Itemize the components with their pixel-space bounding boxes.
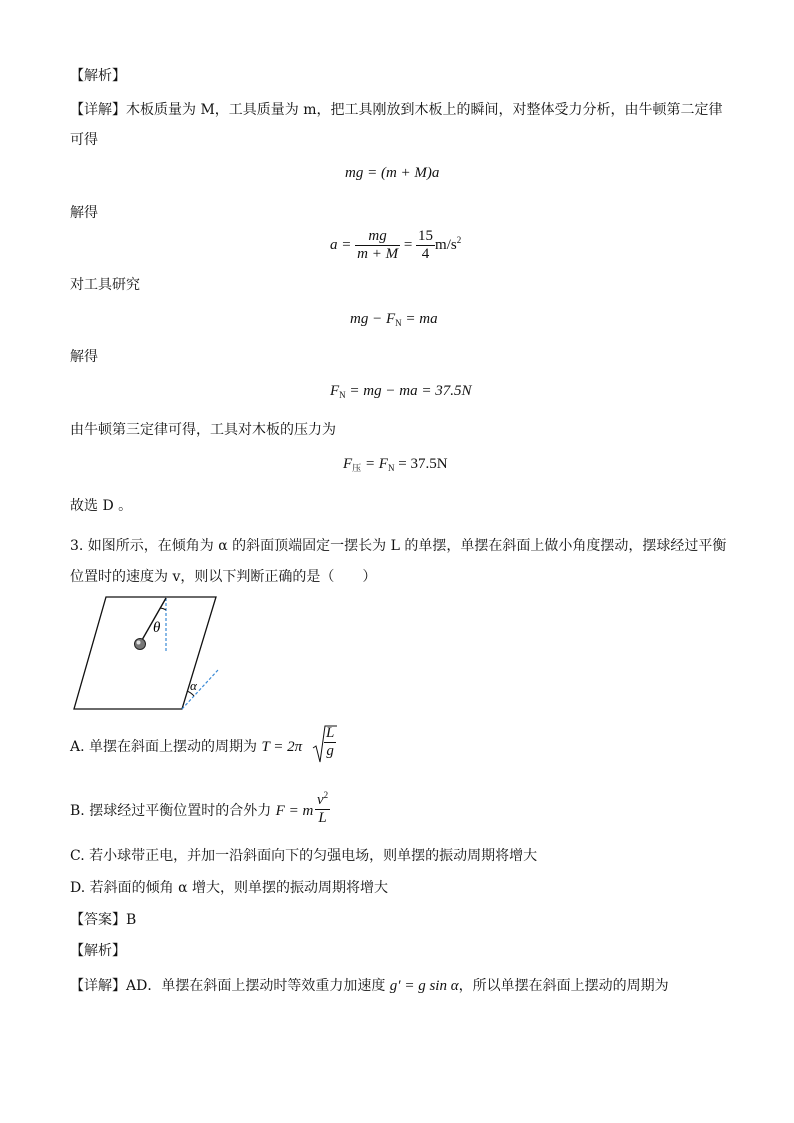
- detail-line-2: 可得: [70, 132, 98, 148]
- incline-pendulum-figure: [70, 594, 230, 714]
- choose-d-line: 故选 D 。: [70, 498, 133, 514]
- solve-label-1: 解得: [70, 205, 98, 221]
- alpha-label: α: [190, 678, 197, 693]
- ball-highlight: [137, 641, 141, 645]
- analysis-heading: 【解析】: [70, 68, 126, 84]
- solve-label-2: 解得: [70, 349, 98, 365]
- tool-study-label: 对工具研究: [70, 277, 140, 293]
- question-3-line-2: 位置时的速度为 v，则以下判断正确的是（ ）: [70, 569, 377, 585]
- equation-newton-second: mg = (m + M)a: [345, 165, 440, 181]
- detail-ad-line: 【详解】AD．单摆在斜面上摆动时等效重力加速度 g′ = g sin α，所以单摆在斜面上摆动的周期为: [70, 978, 669, 994]
- equation-acceleration: a = $\frac{mg}{m + M}$ = $\frac{15}{4}$ $m/s^2$: [330, 228, 462, 262]
- answer-line: 【答案】B: [70, 912, 137, 928]
- option-c: C. 若小球带正电，并加一沿斜面向下的匀强电场，则单摆的振动周期将增大: [70, 848, 538, 864]
- option-d: D. 若斜面的倾角 α 增大，则单摆的振动周期将增大: [70, 880, 388, 896]
- equation-normal-force: $F_N$ = mg − ma = 37.5N: [330, 383, 472, 400]
- analysis-heading-2: 【解析】: [70, 943, 126, 959]
- equation-tool-force: mg − $F_N$ = ma: [350, 311, 438, 328]
- theta-arc: [160, 608, 166, 610]
- newton-third-line: 由牛顿第三定律可得，工具对木板的压力为: [70, 422, 336, 438]
- question-3-line-1: 3. 如图所示，在倾角为 α 的斜面顶端固定一摆长为 L 的单摆，单摆在斜面上做小角度摆动，摆球经过平衡: [70, 538, 727, 554]
- equation-pressure: $F_压 = F_N = 37.5N$: [343, 456, 448, 473]
- option-b: B. 摆球经过平衡位置时的合外力 F = m $\frac{v^2}{L}$: [70, 802, 313, 820]
- option-a: A. 单摆在斜面上摆动的周期为 T = 2π $\frac{L}{g}$: [70, 738, 302, 756]
- detail-line-1: 【详解】木板质量为 M，工具质量为 m，把工具刚放到木板上的瞬间，对整体受力分析，由牛顿第二定律: [70, 102, 723, 118]
- theta-label: θ: [153, 620, 161, 636]
- pendulum-ball: [135, 639, 146, 650]
